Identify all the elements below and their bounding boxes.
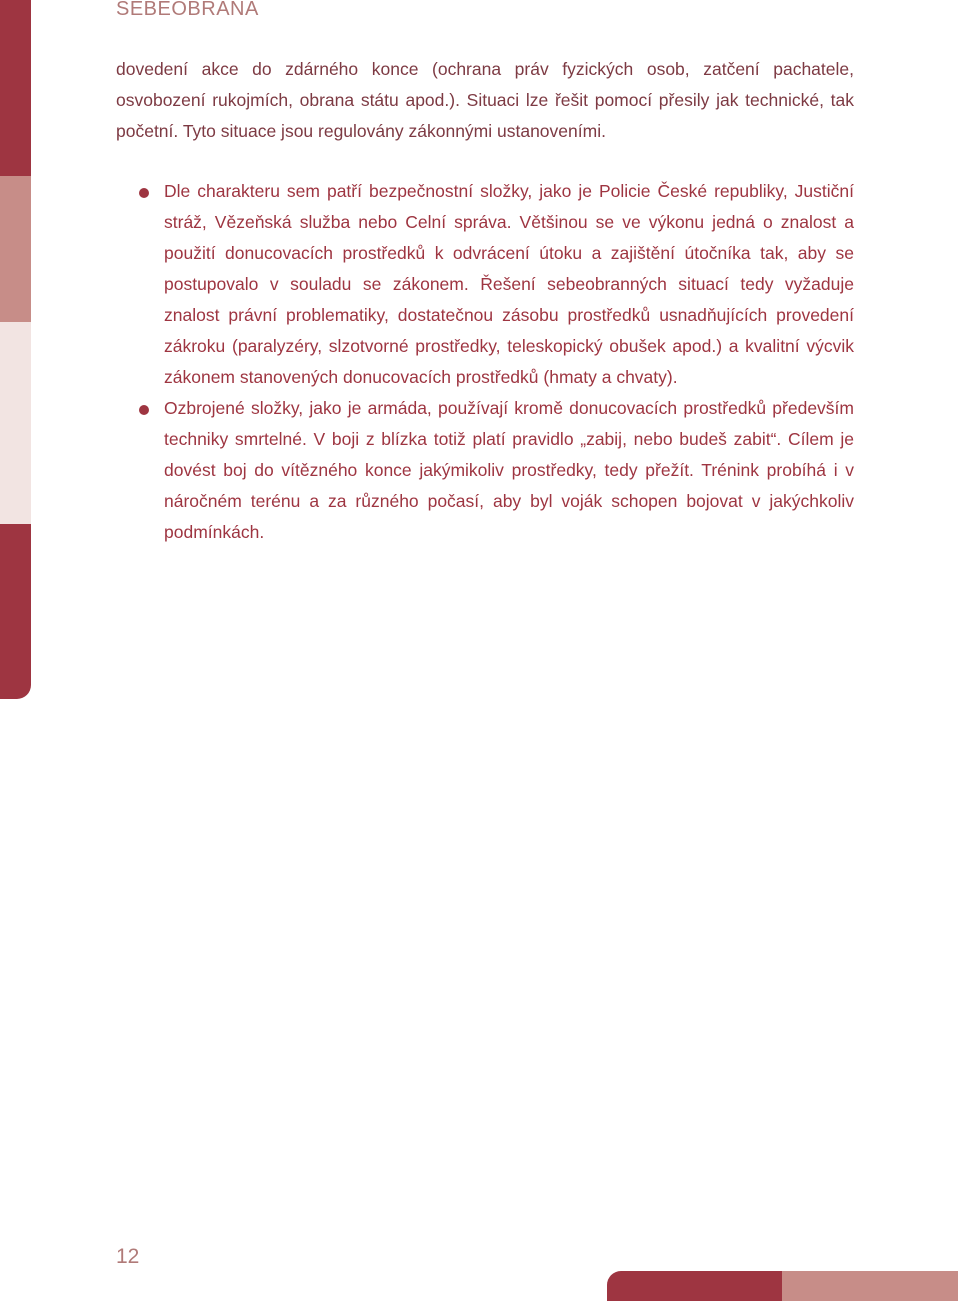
bullet-item [116, 176, 854, 393]
side-bar-segment-light [0, 322, 31, 524]
side-bar-segment-dark-bottom [0, 524, 31, 699]
page-number: 12 [116, 1245, 140, 1268]
running-header-title: SEBEOBRANA [116, 0, 259, 20]
bullet-dot-icon [139, 405, 149, 415]
footer-bar-segment-light [782, 1271, 958, 1301]
footer-bar-segment-dark [607, 1271, 782, 1301]
side-bar-segment-dark-top [0, 0, 31, 176]
bullet-text: Ozbrojené složky, jako je armáda, používají kromě donucovacích prostředků především techniky smrtelné. V boji z blízka totiž platí pravidlo „zabij, nebo budeš zabit“. Cílem je dovést boj do vítězného konce jakýmikoliv prostředky, tedy přežít. Trénink probíhá i v náročném terénu a za různého počasí, aby byl voják schopen bojovat v jakýchkoliv podmínkách. [164, 398, 854, 542]
intro-paragraph: dovedení akce do zdárného konce (ochrana práv fyzických osob, zatčení pachatele, osvobození rukojmích, obrana státu apod.). Situaci lze řešit pomocí přesily jak technické, tak početní. Tyto situace jsou regulovány zákonnými ustanoveními. [116, 59, 854, 141]
bullet-dot-icon [139, 188, 149, 198]
bullet-item [116, 393, 854, 548]
bullet-list [116, 176, 854, 548]
side-bar-segment-mid [0, 176, 31, 322]
side-decoration-bar [0, 0, 31, 699]
bullet-text: Dle charakteru sem patří bezpečnostní složky, jako je Policie České republiky, Justiční stráž, Vězeňská služba nebo Celní správa. Většinou se ve výkonu jedná o znalost a použití donucovacích prostředků k odvrácení útoku a zajištění útočníka tak, aby se postupovalo v souladu se zákonem. Řešení sebeobranných situací tedy vyžaduje znalost právní problematiky, dostatečnou zásobu prostředků usnadňujících provedení zákroku (paralyzéry, slzotvorné prostředky, teleskopický obušek apod.) a kvalitní výcvik zákonem stanovených donucovacích prostředků (hmaty a chvaty). [164, 181, 854, 387]
footer-decoration-bar [607, 1271, 958, 1301]
